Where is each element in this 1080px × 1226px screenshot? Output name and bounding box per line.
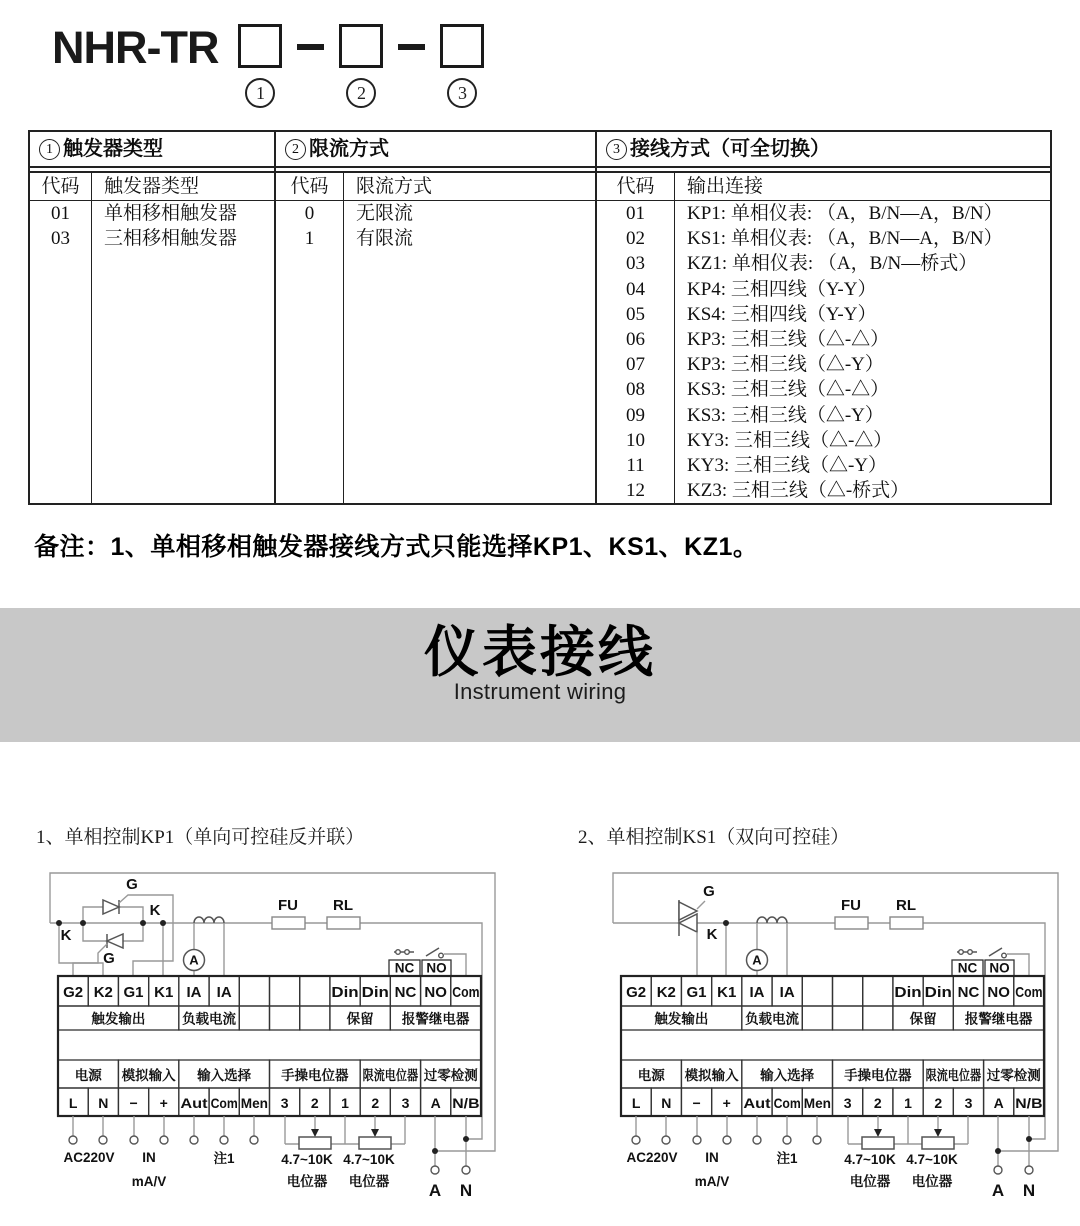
terminal-ring bbox=[693, 1136, 701, 1144]
section-title bbox=[30, 132, 274, 168]
pot-body-icon bbox=[359, 1137, 391, 1149]
code-cell: 04 bbox=[626, 278, 645, 300]
terminal-ring bbox=[462, 1166, 470, 1174]
terminal-label: 3 bbox=[964, 1095, 973, 1111]
terminal-label: 输入选择 bbox=[760, 1068, 815, 1083]
contact-point bbox=[1002, 953, 1007, 958]
pot-value-label: 4.7~10K bbox=[906, 1152, 958, 1167]
junction-dot bbox=[1026, 1136, 1032, 1142]
fuse-label: FU bbox=[841, 897, 861, 914]
terminal-label: N/B bbox=[452, 1095, 480, 1111]
model-prefix: NHR-TR bbox=[52, 22, 219, 73]
terminal-label: NO bbox=[987, 984, 1010, 1001]
value-column bbox=[675, 173, 1050, 503]
circled-number: 2 bbox=[285, 139, 306, 160]
model-box-3 bbox=[440, 24, 484, 68]
terminal-label: Aut bbox=[180, 1095, 208, 1111]
terminal-ring bbox=[250, 1136, 258, 1144]
terminal-label: 负载电流 bbox=[745, 1011, 800, 1027]
terminal-label: Com bbox=[210, 1095, 238, 1111]
terminal-label: 2 bbox=[371, 1095, 380, 1111]
terminal-label: G1 bbox=[686, 984, 707, 1001]
column-header: 触发器类型 bbox=[92, 173, 274, 201]
contact-point bbox=[439, 953, 444, 958]
section-body bbox=[30, 171, 274, 503]
dash bbox=[398, 44, 425, 50]
unit-label: mA/V bbox=[131, 1174, 167, 1189]
circled-number: 1 bbox=[39, 139, 60, 160]
section-title-text: 接线方式（可全切换） bbox=[630, 137, 830, 160]
terminal-ring bbox=[220, 1136, 228, 1144]
code-cell: 07 bbox=[626, 354, 645, 376]
section-banner bbox=[0, 608, 1080, 742]
terminal-label: G2 bbox=[626, 984, 647, 1001]
value-cell: KP3: 三相三线（△-Y） bbox=[687, 354, 884, 376]
terminal-label: Aut bbox=[743, 1095, 771, 1111]
section-title bbox=[597, 132, 1050, 168]
terminal-label: 3 bbox=[401, 1095, 410, 1111]
terminal-label: K2 bbox=[656, 984, 676, 1001]
contact-point bbox=[959, 950, 964, 955]
pot-name-label: 电位器 bbox=[911, 1174, 953, 1189]
code-cell: 06 bbox=[626, 328, 645, 350]
value-cell: KS3: 三相三线（△-△） bbox=[687, 379, 890, 401]
terminal-label: K2 bbox=[93, 984, 113, 1001]
terminal-label: 电源 bbox=[74, 1068, 102, 1083]
neutral-label: N bbox=[1022, 1181, 1036, 1200]
column-header: 代码 bbox=[30, 173, 91, 201]
terminal-label: 限流电位器 bbox=[362, 1068, 431, 1083]
position-circle-3: 3 bbox=[447, 78, 477, 108]
terminal-ring bbox=[160, 1136, 168, 1144]
scr-bottom-icon bbox=[107, 934, 123, 948]
unit-label: mA/V bbox=[694, 1174, 730, 1189]
input-label: IN bbox=[705, 1150, 719, 1165]
value-cell: KY3: 三相三线（△-Y） bbox=[687, 454, 888, 476]
no-contact bbox=[426, 948, 439, 956]
pot-name-label: 电位器 bbox=[286, 1174, 328, 1189]
pot-name-label: 电位器 bbox=[348, 1174, 390, 1189]
junction-dot bbox=[723, 920, 729, 926]
terminal-label: 手操电位器 bbox=[844, 1068, 912, 1083]
gate-label: G bbox=[103, 950, 115, 967]
code-cell: 03 bbox=[51, 228, 70, 250]
terminal-label: 触发输出 bbox=[91, 1011, 146, 1027]
position-circle-2: 2 bbox=[346, 78, 376, 108]
pot-value-label: 4.7~10K bbox=[281, 1152, 333, 1167]
model-slot-3 bbox=[440, 24, 484, 108]
pot-body-icon bbox=[299, 1137, 331, 1149]
code-column bbox=[30, 173, 92, 503]
terminal-label: 负载电流 bbox=[182, 1011, 237, 1027]
terminal-cell bbox=[802, 976, 832, 1006]
terminal-label: N/B bbox=[1015, 1095, 1043, 1111]
code-cell: 0 bbox=[304, 203, 315, 224]
junction-dot bbox=[995, 1148, 1001, 1154]
terminal-label: 模拟输入 bbox=[684, 1068, 739, 1083]
load-label: RL bbox=[333, 897, 353, 914]
gate-wire-g2 bbox=[73, 944, 107, 976]
terminal-ring bbox=[994, 1166, 1002, 1174]
code-cell: 02 bbox=[626, 228, 645, 250]
terminal-stubs bbox=[73, 1116, 254, 1136]
section-title-text: 触发器类型 bbox=[63, 137, 163, 160]
value-cell: 有限流 bbox=[356, 228, 414, 250]
no-contact bbox=[989, 948, 1002, 956]
diagram-title-ks1: 2、单相控制KS1（双向可控硅） bbox=[578, 827, 850, 848]
terminal-ring bbox=[753, 1136, 761, 1144]
terminal-label: Din bbox=[894, 984, 922, 1001]
junction-dot bbox=[160, 920, 166, 926]
terminal-label: 保留 bbox=[909, 1011, 937, 1027]
pot-name-label: 电位器 bbox=[849, 1174, 891, 1189]
terminal-cell bbox=[863, 976, 893, 1006]
code-cell: 03 bbox=[626, 253, 645, 275]
terminal-cell bbox=[833, 976, 863, 1006]
wiper-arrow bbox=[311, 1129, 319, 1137]
value-cell: 无限流 bbox=[356, 203, 414, 224]
column-header: 限流方式 bbox=[344, 173, 595, 201]
phase-label: A bbox=[991, 1181, 1005, 1200]
section-title bbox=[276, 132, 595, 168]
value-cell: KS3: 三相三线（△-Y） bbox=[687, 404, 884, 426]
terminal-label: 报警继电器 bbox=[401, 1011, 470, 1027]
junction-dot bbox=[56, 920, 62, 926]
contact-point bbox=[405, 950, 410, 955]
terminal-label: 2 bbox=[873, 1095, 882, 1111]
terminal-cell bbox=[300, 1006, 330, 1030]
terminal-ring bbox=[632, 1136, 640, 1144]
terminal-ring bbox=[431, 1166, 439, 1174]
note1-label: 注1 bbox=[213, 1151, 235, 1166]
load-icon bbox=[890, 917, 923, 929]
section-body bbox=[597, 171, 1050, 503]
terminal-label: G1 bbox=[123, 984, 144, 1001]
terminal-label: A bbox=[993, 1095, 1004, 1111]
column-header: 代码 bbox=[597, 173, 674, 201]
nc-label: NC bbox=[957, 960, 978, 976]
terminal-label: 2 bbox=[310, 1095, 319, 1111]
cathode-label: K bbox=[60, 927, 72, 944]
fuse-icon bbox=[272, 917, 305, 929]
terminal-ring bbox=[99, 1136, 107, 1144]
wiper-arrow bbox=[934, 1129, 942, 1137]
terminal-label: K1 bbox=[154, 984, 174, 1001]
value-column bbox=[92, 173, 274, 503]
code-column bbox=[597, 173, 675, 503]
cathode-label: K bbox=[706, 926, 718, 943]
terminal-ring bbox=[69, 1136, 77, 1144]
terminal-strip bbox=[621, 976, 1044, 1116]
pot-body-icon bbox=[922, 1137, 954, 1149]
terminal-label: 过零检测 bbox=[986, 1068, 1041, 1083]
gate-label: G bbox=[703, 883, 715, 900]
terminal-label: L bbox=[631, 1095, 641, 1111]
terminal-ring bbox=[783, 1136, 791, 1144]
terminal-ring bbox=[813, 1136, 821, 1144]
junction-dot bbox=[140, 920, 146, 926]
terminal-label: L bbox=[68, 1095, 78, 1111]
junction-dot bbox=[463, 1136, 469, 1142]
note1-label: 注1 bbox=[776, 1151, 798, 1166]
terminal-label: 过零检测 bbox=[423, 1068, 478, 1083]
mains-stubs bbox=[998, 1116, 1029, 1166]
terminal-label: A bbox=[430, 1095, 441, 1111]
column-header: 输出连接 bbox=[675, 173, 1050, 201]
terminal-label: NC bbox=[394, 984, 417, 1001]
no-label: NO bbox=[989, 960, 1010, 976]
value-cell: KZ1: 单相仪表: （A，B/N—桥式） bbox=[687, 253, 978, 275]
table-section-trigger-type bbox=[30, 132, 274, 503]
code-cell: 09 bbox=[626, 404, 645, 426]
code-column bbox=[276, 173, 344, 503]
pot-body-icon bbox=[862, 1137, 894, 1149]
terminal-label: Din bbox=[331, 984, 359, 1001]
terminal-cell bbox=[300, 976, 330, 1006]
bridge-loop bbox=[83, 907, 143, 941]
terminal-strip bbox=[58, 976, 481, 1116]
model-slot-2 bbox=[339, 24, 383, 108]
terminal-ring bbox=[723, 1136, 731, 1144]
ammeter-label: A bbox=[752, 952, 762, 968]
terminal-label: IA bbox=[749, 984, 765, 1001]
power-label: AC220V bbox=[626, 1150, 678, 1165]
terminal-label: N bbox=[98, 1095, 109, 1111]
diagram-title-kp1: 1、单相控制KP1（单向可控硅反并联） bbox=[36, 827, 365, 848]
terminal-label: NC bbox=[957, 984, 980, 1001]
value-cell: KZ3: 三相三线（△-桥式） bbox=[687, 480, 910, 502]
wiper-arrow bbox=[371, 1129, 379, 1137]
model-box-1 bbox=[238, 24, 282, 68]
nc-label: NC bbox=[394, 960, 415, 976]
position-circle-1: 1 bbox=[245, 78, 275, 108]
fuse-icon bbox=[835, 917, 868, 929]
value-cell: 单相移相触发器 bbox=[104, 203, 238, 224]
junction-dot bbox=[80, 920, 86, 926]
terminal-label: Din bbox=[361, 984, 389, 1001]
model-box-2 bbox=[339, 24, 383, 68]
section-body bbox=[276, 171, 595, 503]
banner-subtitle: Instrument wiring bbox=[453, 678, 627, 704]
cathode-label: K bbox=[149, 902, 161, 919]
gate-label: G bbox=[126, 876, 138, 893]
value-cell: KS4: 三相四线（Y-Y） bbox=[687, 303, 877, 325]
value-cell: KY3: 三相三线（△-△） bbox=[687, 429, 893, 451]
terminal-label: Men bbox=[803, 1095, 831, 1111]
model-slot-1 bbox=[238, 24, 282, 108]
terminal-label: G2 bbox=[63, 984, 84, 1001]
wiper-arrow bbox=[874, 1129, 882, 1137]
value-cell: KS1: 单相仪表: （A，B/N—A，B/N） bbox=[687, 228, 1003, 250]
terminal-label: 1 bbox=[904, 1095, 912, 1111]
terminal-label: 触发输出 bbox=[654, 1011, 709, 1027]
terminal-label: Men bbox=[240, 1095, 268, 1111]
value-cell: 三相移相触发器 bbox=[104, 228, 238, 250]
terminal-cell bbox=[833, 1006, 863, 1030]
column-header: 代码 bbox=[276, 173, 343, 201]
terminal-label: N bbox=[661, 1095, 672, 1111]
com-wire bbox=[444, 954, 466, 976]
terminal-label: Com bbox=[773, 1095, 801, 1111]
neutral-label: N bbox=[459, 1181, 473, 1200]
terminal-label: 限流电位器 bbox=[925, 1068, 994, 1083]
terminal-label: 输入选择 bbox=[197, 1068, 252, 1083]
terminal-label: − bbox=[692, 1095, 701, 1111]
terminal-ring bbox=[662, 1136, 670, 1144]
terminal-label: 保留 bbox=[346, 1011, 374, 1027]
junction-dot bbox=[432, 1148, 438, 1154]
value-cell: KP4: 三相四线（Y-Y） bbox=[687, 278, 877, 300]
com-wire bbox=[1007, 954, 1029, 976]
dash bbox=[297, 44, 324, 50]
terminal-cell bbox=[802, 1006, 832, 1030]
terminal-label: − bbox=[129, 1095, 138, 1111]
table-section-wiring-mode bbox=[595, 132, 1050, 503]
terminal-label: 3 bbox=[843, 1095, 852, 1111]
banner-title: 仪表接线 bbox=[423, 621, 656, 683]
code-cell: 01 bbox=[51, 203, 70, 224]
value-column bbox=[344, 173, 595, 503]
ct-coil-icon bbox=[194, 917, 224, 923]
terminal-label: K1 bbox=[717, 984, 737, 1001]
terminal-label: IA bbox=[779, 984, 795, 1001]
terminal-label: + bbox=[159, 1095, 168, 1111]
terminal-label: + bbox=[722, 1095, 731, 1111]
terminal-label: 电源 bbox=[637, 1068, 665, 1083]
terminal-label: IA bbox=[186, 984, 202, 1001]
no-label: NO bbox=[426, 960, 447, 976]
terminal-cell bbox=[270, 976, 300, 1006]
ct-coil-icon bbox=[757, 917, 787, 923]
pot-value-label: 4.7~10K bbox=[343, 1152, 395, 1167]
terminal-label: Din bbox=[924, 984, 952, 1001]
ammeter-label: A bbox=[189, 952, 199, 968]
code-cell: 01 bbox=[626, 203, 645, 224]
pot-value-label: 4.7~10K bbox=[844, 1152, 896, 1167]
code-cell: 08 bbox=[626, 379, 645, 401]
terminal-label: IA bbox=[216, 984, 232, 1001]
terminal-label: 模拟输入 bbox=[121, 1068, 176, 1083]
selection-table bbox=[28, 130, 1052, 505]
circled-number: 3 bbox=[606, 139, 627, 160]
code-cell: 1 bbox=[304, 228, 315, 250]
scr-top-icon bbox=[103, 900, 119, 914]
code-cell: 12 bbox=[626, 480, 645, 502]
terminal-label: 3 bbox=[280, 1095, 289, 1111]
contact-point bbox=[968, 950, 973, 955]
terminal-label: NO bbox=[424, 984, 447, 1001]
value-cell: KP1: 单相仪表: （A，B/N—A，B/N） bbox=[687, 203, 1003, 224]
power-label: AC220V bbox=[63, 1150, 115, 1165]
terminal-label: 1 bbox=[341, 1095, 349, 1111]
terminal-cell bbox=[239, 1006, 269, 1030]
contact-point bbox=[396, 950, 401, 955]
code-cell: 10 bbox=[626, 429, 645, 451]
terminal-cell bbox=[863, 1006, 893, 1030]
terminal-label: 报警继电器 bbox=[964, 1011, 1033, 1027]
terminal-cell bbox=[270, 1006, 300, 1030]
wiring-diagram-ks1 bbox=[608, 866, 1060, 1226]
terminal-ring bbox=[130, 1136, 138, 1144]
load-label: RL bbox=[896, 897, 916, 914]
terminal-ring bbox=[190, 1136, 198, 1144]
section-title-text: 限流方式 bbox=[309, 137, 389, 160]
terminal-label: Com bbox=[1015, 984, 1043, 1001]
input-label: IN bbox=[142, 1150, 156, 1165]
load-icon bbox=[327, 917, 360, 929]
phase-label: A bbox=[428, 1181, 442, 1200]
code-cell: 11 bbox=[626, 454, 645, 476]
code-cell: 05 bbox=[626, 303, 645, 325]
wiring-diagram-kp1 bbox=[45, 866, 497, 1226]
terminal-cell bbox=[239, 976, 269, 1006]
note-text: 备注：1、单相移相触发器接线方式只能选择KP1、KS1、KZ1。 bbox=[34, 533, 759, 561]
terminal-label: 手操电位器 bbox=[281, 1068, 349, 1083]
terminal-ring bbox=[1025, 1166, 1033, 1174]
model-code bbox=[52, 24, 484, 108]
terminal-label: Com bbox=[452, 984, 480, 1001]
mains-stubs bbox=[435, 1116, 466, 1166]
terminal-label: 2 bbox=[934, 1095, 943, 1111]
fuse-label: FU bbox=[278, 897, 298, 914]
terminal-stubs bbox=[636, 1116, 817, 1136]
value-cell: KP3: 三相三线（△-△） bbox=[687, 328, 890, 350]
table-section-current-limit bbox=[274, 132, 595, 503]
gate-stub bbox=[697, 901, 705, 909]
